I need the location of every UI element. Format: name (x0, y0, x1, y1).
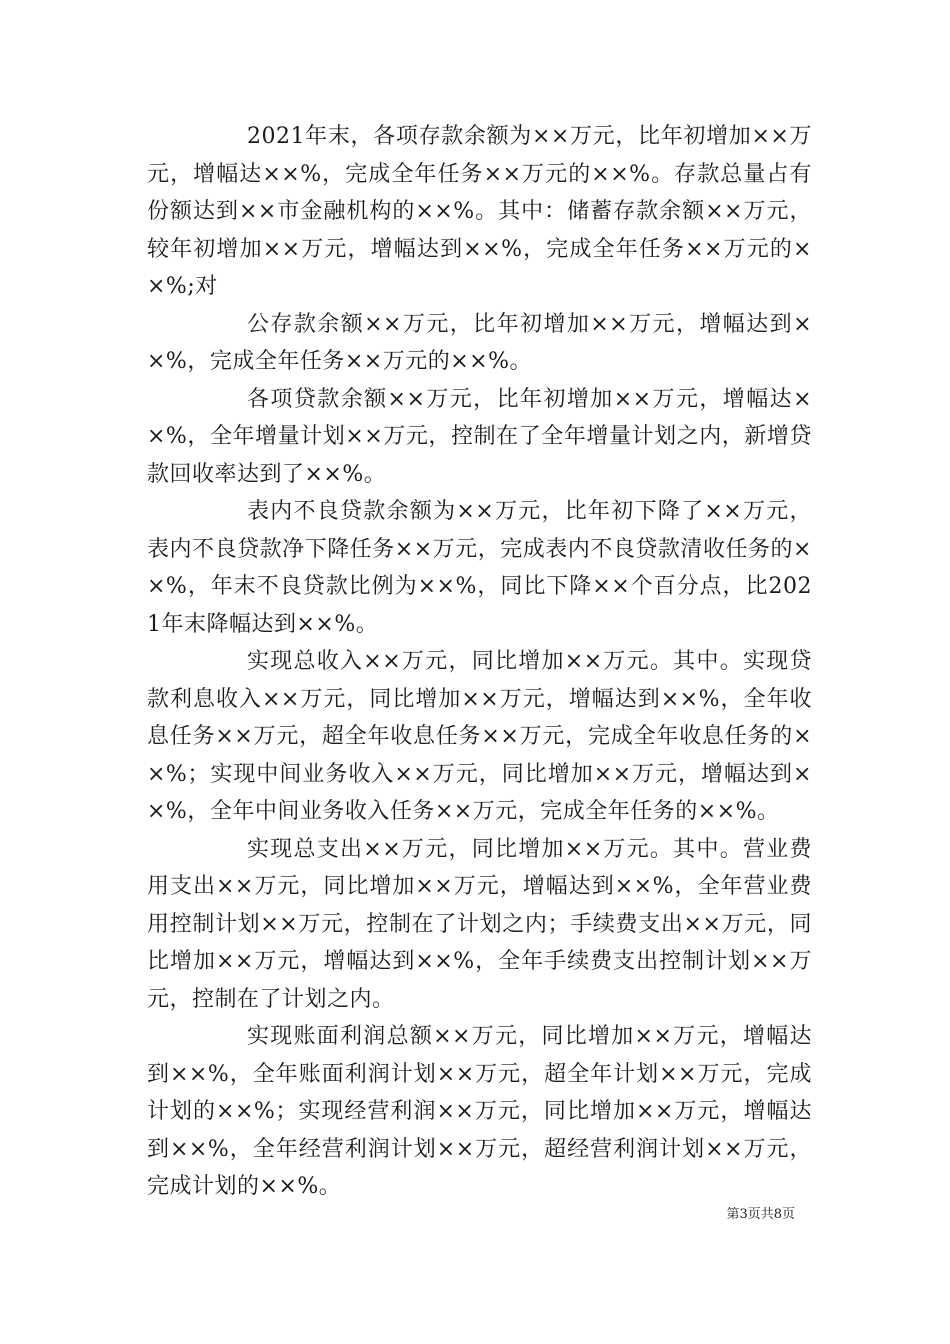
paragraph-total-income: 实现总收入××万元，同比增加××万元。其中。实现贷款利息收入××万元，同比增加××万元，增幅达到××%，全年收息任务××万元，超全年收息任务××万元，完成全年收息任务的××%；实现中间业务收入××万元，同比增加××万元，增幅达到××%，全年中间业务收入任务××万元，完成全年任务的××%。 (147, 649, 812, 824)
paragraph-deposits: 2021年末，各项存款余额为××万元，比年初增加××万元，增幅达××%，完成全年任务××万元的××%。存款总量占有份额达到××市金融机构的××%。其中：储蓄存款余额××万元，较年初增加××万元，增幅达到××%，完成全年任务××万元的××%;对 (147, 124, 812, 299)
paragraph-total-expenditure: 实现总支出××万元，同比增加××万元。其中。营业费用支出××万元，同比增加××万元，增幅达到××%，全年营业费用控制计划××万元，控制在了计划之内；手续费支出××万元，同比增加××万元，增幅达到××%，全年手续费支出控制计划××万元，控制在了计划之内。 (147, 836, 812, 1012)
paragraph-profit: 实现账面利润总额××万元，同比增加××万元，增幅达到××%，全年账面利润计划××万元，超全年计划××万元，完成计划的××%；实现经营利润××万元，同比增加××万元，增幅达到××%，全年经营利润计划××万元，超经营利润计划××万元，完成计划的××%。 (147, 1024, 812, 1199)
document-body (147, 118, 812, 1206)
paragraph-corporate-deposits: 公存款余额××万元，比年初增加××万元，增幅达到××%，完成全年任务××万元的××%。 (147, 311, 812, 374)
paragraph-nonperforming-loans: 表内不良贷款余额为××万元，比年初下降了××万元，表内不良贷款净下降任务××万元，完成表内不良贷款清收任务的××%，年末不良贷款比例为××%，同比下降××个百分点，比2021年末降幅达到××%。 (147, 499, 812, 637)
page-number: 第3页共8页 (726, 1207, 795, 1222)
paragraph-loans: 各项贷款余额××万元，比年初增加××万元，增幅达××%，全年增量计划××万元，控制在了全年增量计划之内，新增贷款回收率达到了××%。 (147, 386, 812, 487)
